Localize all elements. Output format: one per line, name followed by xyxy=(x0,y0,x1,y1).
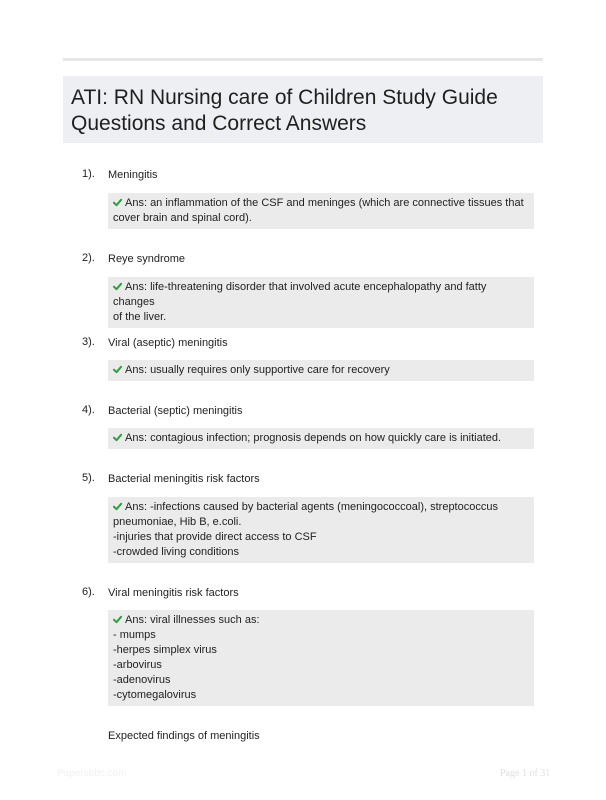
question-text: Expected findings of meningitis xyxy=(108,730,260,742)
answer-box xyxy=(108,277,534,328)
answer-line: Ans: life-threatening disorder that involved acute encephalopathy and fatty changes xyxy=(113,281,490,308)
answer-line: -adenovirus xyxy=(113,674,171,686)
answer-box xyxy=(108,610,534,706)
footer-page-number: Page 1 of 31 xyxy=(500,768,551,779)
answer-box xyxy=(108,428,534,449)
answer-line: -arbovirus xyxy=(113,659,162,671)
answer-line: Ans: an inflammation of the CSF and meninges (which are connective tissues that xyxy=(113,196,528,211)
question-text: Viral meningitis risk factors xyxy=(108,587,239,599)
item-number: 6). xyxy=(82,586,95,598)
answer-line: Ans: viral illnesses such as: xyxy=(113,613,528,628)
item-number: 1). xyxy=(82,168,95,180)
question-text: Reye syndrome xyxy=(108,253,186,265)
check-icon xyxy=(113,282,122,291)
answer-line: Ans: -infections caused by bacterial agents (meningococcoal), streptococcus xyxy=(113,500,528,515)
top-rule xyxy=(63,58,543,61)
answer-box xyxy=(108,193,534,229)
answer-box xyxy=(108,360,534,381)
title-line-1: ATI: RN Nursing care of Children Study Guide xyxy=(71,86,498,109)
answer-line: -injuries that provide direct access to CSF xyxy=(113,531,317,543)
answer-line: -cytomegalovirus xyxy=(113,689,197,701)
question-text: Meningitis xyxy=(108,169,158,181)
answer-line: -herpes simplex virus xyxy=(113,644,217,656)
document-title xyxy=(71,85,535,137)
title-line-2: Questions and Correct Answers xyxy=(71,112,367,135)
item-number: 3). xyxy=(82,336,95,348)
check-icon xyxy=(113,198,122,207)
answer-line: Ans: contagious infection; prognosis depends on how quickly care is initiated. xyxy=(113,431,528,446)
answer-line: of the liver. xyxy=(113,311,167,323)
check-icon xyxy=(113,433,122,442)
check-icon xyxy=(113,365,122,374)
title-banner xyxy=(63,76,543,143)
check-icon xyxy=(113,502,122,511)
answer-line: - mumps xyxy=(113,629,156,641)
answer-line: Ans: usually requires only supportive care for recovery xyxy=(113,363,528,378)
question-text: Bacterial (septic) meningitis xyxy=(108,405,243,417)
answer-line: cover brain and spinal cord). xyxy=(113,212,252,224)
answer-line: pneumoniae, Hib B, e.coli. xyxy=(113,516,242,528)
footer-site-watermark: Papersbbc.com xyxy=(57,768,127,779)
item-number: 2). xyxy=(82,252,95,264)
answer-line: -crowded living conditions xyxy=(113,546,239,558)
question-text: Bacterial meningitis risk factors xyxy=(108,473,260,485)
question-text: Viral (aseptic) meningitis xyxy=(108,337,228,349)
item-number: 4). xyxy=(82,404,95,416)
answer-box xyxy=(108,497,534,563)
check-icon xyxy=(113,615,122,624)
item-number: 5). xyxy=(82,472,95,484)
